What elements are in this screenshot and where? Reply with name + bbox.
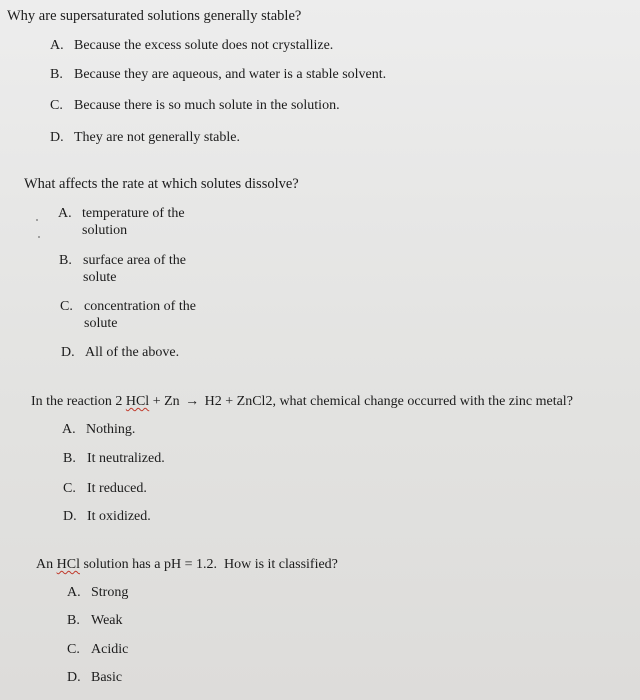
option-text: Because the excess solute does not crystallize.	[74, 38, 334, 53]
option-text: temperature of the solution	[82, 206, 185, 238]
stray-mark	[38, 236, 40, 238]
question-4-option-a[interactable]	[67, 584, 128, 601]
question-2-option-b[interactable]	[59, 252, 203, 286]
option-letter: C.	[63, 481, 76, 496]
question-1-option-a[interactable]	[50, 37, 333, 54]
option-letter: C.	[60, 299, 73, 314]
question-2-option-a[interactable]	[58, 205, 202, 239]
option-text: It oxidized.	[87, 509, 151, 524]
question-1-option-c[interactable]	[50, 97, 340, 114]
question-3-option-d[interactable]	[63, 508, 151, 525]
option-text: concentration of the solute	[84, 299, 196, 331]
question-4-option-c[interactable]	[67, 641, 128, 658]
question-2-option-d[interactable]	[61, 344, 179, 361]
option-letter: D.	[61, 345, 75, 360]
option-text: Because there is so much solute in the solution.	[74, 98, 340, 113]
question-3-prompt	[31, 393, 573, 410]
option-letter: A.	[62, 422, 76, 437]
option-text: Basic	[91, 670, 123, 685]
option-letter: B.	[59, 253, 72, 268]
option-letter: C.	[50, 98, 63, 113]
option-letter: A.	[67, 585, 81, 600]
option-text: All of the above.	[85, 345, 180, 360]
option-letter: B.	[63, 451, 76, 466]
option-letter: D.	[67, 670, 81, 685]
option-text: Strong	[91, 585, 129, 600]
option-letter: D.	[63, 509, 77, 524]
prompt-text-end: solution has a pH = 1.2. How is it classified?	[83, 557, 338, 572]
option-text: Because they are aqueous, and water is a stable solvent.	[74, 67, 387, 82]
option-letter: C.	[67, 642, 80, 657]
option-text: Nothing.	[86, 422, 136, 437]
question-3-option-a[interactable]	[62, 421, 135, 438]
question-1-option-b[interactable]	[50, 66, 386, 83]
question-4-prompt	[36, 556, 338, 573]
question-2-prompt: What affects the rate at which solutes dissolve?	[24, 176, 299, 192]
option-letter: A.	[58, 206, 72, 221]
hcl-formula: HCl	[125, 394, 150, 409]
right-arrow-icon: →	[185, 394, 200, 409]
prompt-text-start: An	[36, 557, 54, 572]
question-1-prompt: Why are supersaturated solutions generally stable?	[7, 8, 302, 24]
option-text: Acidic	[91, 642, 129, 657]
hcl-formula: HCl	[56, 557, 80, 572]
question-3-option-c[interactable]	[63, 480, 147, 497]
question-1-option-d[interactable]	[50, 129, 240, 146]
prompt-text-mid: + Zn	[152, 394, 180, 409]
prompt-text-start: In the reaction 2	[31, 394, 123, 409]
question-2-option-c[interactable]	[60, 298, 204, 332]
prompt-text-end: H2 + ZnCl2, what chemical change occurred with the zinc metal?	[204, 394, 573, 409]
option-text: It reduced.	[87, 481, 147, 496]
question-3-option-b[interactable]	[63, 450, 165, 467]
question-4-option-d[interactable]	[67, 669, 122, 686]
option-letter: B.	[50, 67, 63, 82]
option-letter: A.	[50, 38, 64, 53]
option-text: Weak	[91, 613, 123, 628]
option-text: It neutralized.	[87, 451, 165, 466]
question-4-option-b[interactable]	[67, 612, 123, 629]
option-letter: D.	[50, 130, 64, 145]
stray-mark	[36, 219, 38, 221]
option-text: surface area of the solute	[83, 253, 186, 285]
option-text: They are not generally stable.	[74, 130, 240, 145]
option-letter: B.	[67, 613, 80, 628]
